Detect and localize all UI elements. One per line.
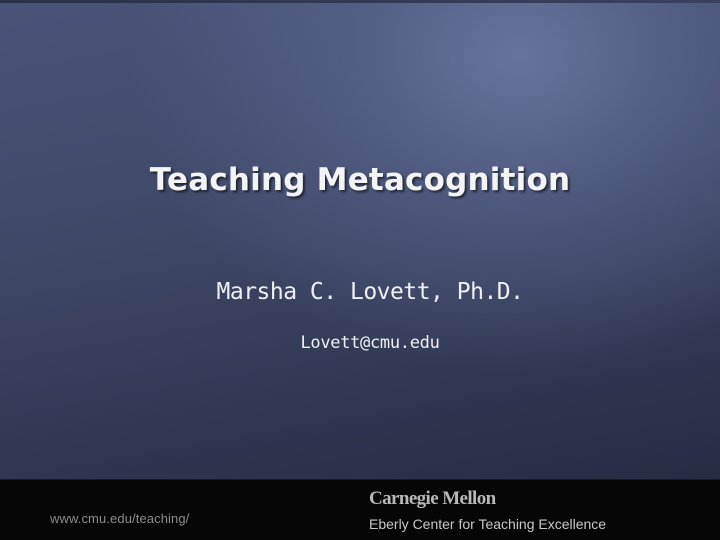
author-email: Lovett@cmu.edu: [300, 333, 440, 353]
carnegie-mellon-logo: Carnegie Mellon: [369, 488, 496, 509]
top-edge-strip: [0, 0, 720, 3]
slide-title: Teaching Metacognition: [149, 162, 571, 198]
footer-bar: [0, 479, 720, 540]
cmu-logo-block: [369, 488, 669, 532]
author-name: Marsha C. Lovett, Ph.D.: [216, 279, 524, 305]
footer-url: www.cmu.edu/teaching/: [50, 511, 190, 526]
eberly-center-name: Eberly Center for Teaching Excellence: [369, 516, 607, 532]
